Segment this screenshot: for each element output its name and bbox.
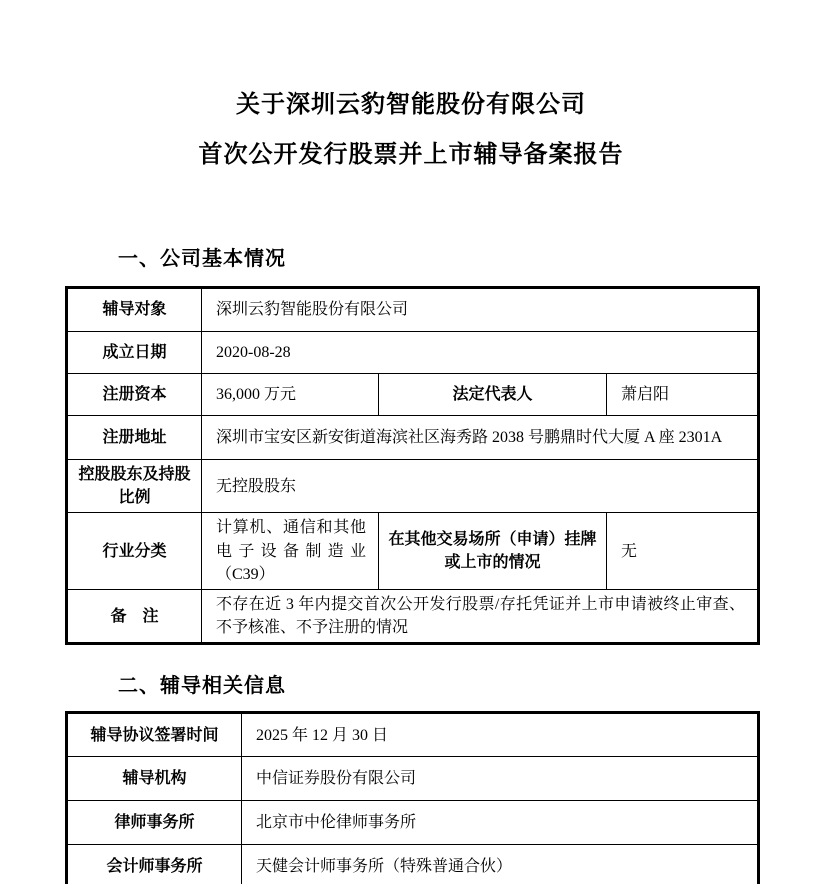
row-value-registered-capital: 36,000 万元 <box>202 374 379 416</box>
row-value-legal-representative: 萧启阳 <box>607 374 759 416</box>
table-row <box>67 845 759 884</box>
counseling-info-table <box>65 711 760 884</box>
row-value-other-listing-status: 无 <box>607 513 759 590</box>
row-value-establish-date: 2020-08-28 <box>202 332 759 374</box>
row-label-registered-address: 注册地址 <box>67 416 202 460</box>
row-label-accounting-firm: 会计师事务所 <box>67 845 242 884</box>
table-row <box>67 589 759 643</box>
document-title-line1: 关于深圳云豹智能股份有限公司 <box>236 91 586 118</box>
section-heading-counseling-info: 二、辅导相关信息 <box>118 675 286 698</box>
row-value-agreement-sign-date: 2025 年 12 月 30 日 <box>242 713 759 757</box>
row-label-counseling-institution: 辅导机构 <box>67 757 242 801</box>
row-label-controlling-shareholder: 控股股东及持股比例 <box>67 460 202 513</box>
table-row <box>67 513 759 590</box>
table-row <box>67 801 759 845</box>
row-value-law-firm: 北京市中伦律师事务所 <box>242 801 759 845</box>
row-value-registered-address: 深圳市宝安区新安街道海滨社区海秀路 2038 号鹏鼎时代大厦 A 座 2301A <box>202 416 759 460</box>
company-info-table <box>65 286 760 645</box>
row-value-remarks: 不存在近 3 年内提交首次公开发行股票/存托凭证并上市申请被终止审查、不予核准、不予注册的情况 <box>202 589 759 643</box>
document-content <box>65 0 757 884</box>
row-label-legal-representative: 法定代表人 <box>379 374 607 416</box>
table-row <box>67 757 759 801</box>
row-label-other-listing-status: 在其他交易场所（申请）挂牌或上市的情况 <box>379 513 607 590</box>
table-row <box>67 288 759 332</box>
row-value-controlling-shareholder: 无控股股东 <box>202 460 759 513</box>
table-row <box>67 460 759 513</box>
row-label-registered-capital: 注册资本 <box>67 374 202 416</box>
table-row <box>67 374 759 416</box>
row-value-counseling-institution: 中信证券股份有限公司 <box>242 757 759 801</box>
table-row <box>67 416 759 460</box>
row-value-industry-classification: 计算机、通信和其他电子设备制造业（C39） <box>202 513 379 590</box>
row-label-remarks: 备 注 <box>67 589 202 643</box>
row-label-law-firm: 律师事务所 <box>67 801 242 845</box>
section-heading-company-info: 一、公司基本情况 <box>118 248 286 270</box>
document-title-line2: 首次公开发行股票并上市辅导备案报告 <box>198 141 624 168</box>
row-value-counseling-target: 深圳云豹智能股份有限公司 <box>202 288 759 332</box>
row-label-counseling-target: 辅导对象 <box>67 288 202 332</box>
table-row <box>67 332 759 374</box>
row-label-establish-date: 成立日期 <box>67 332 202 374</box>
row-label-agreement-sign-date: 辅导协议签署时间 <box>67 713 242 757</box>
row-label-industry-classification: 行业分类 <box>67 513 202 590</box>
table-row <box>67 713 759 757</box>
row-value-accounting-firm: 天健会计师事务所（特殊普通合伙） <box>242 845 759 884</box>
